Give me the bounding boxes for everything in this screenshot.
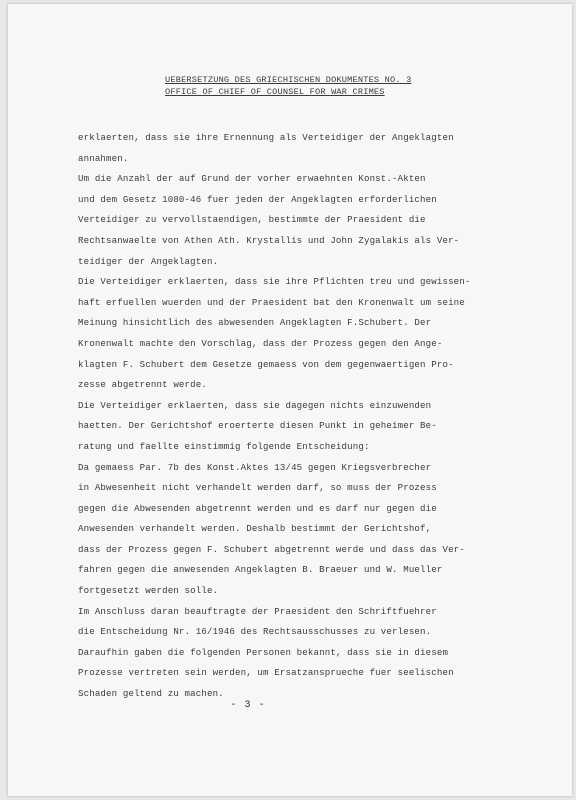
body-line: gegen die Abwesenden abgetrennt werden und es darf nur gegen die bbox=[78, 502, 437, 514]
body-line: Im Anschluss daran beauftragte der Praesident den Schriftfuehrer bbox=[78, 605, 437, 617]
body-line: Meinung hinsichtlich des abwesenden Angeklagten F.Schubert. Der bbox=[78, 317, 432, 329]
body-line: fortgesetzt werden solle. bbox=[78, 585, 219, 597]
body-line: ratung und faellte einstimmig folgende Entscheidung: bbox=[78, 440, 370, 452]
body-line: teidiger der Angeklagten. bbox=[78, 255, 219, 267]
body-line: Prozesse vertreten sein werden, um Ersatzansprueche fuer seelischen bbox=[78, 667, 454, 679]
document-page bbox=[8, 4, 572, 796]
body-line: Schaden geltend zu machen. bbox=[78, 688, 224, 700]
body-line: zesse abgetrennt werde. bbox=[78, 379, 207, 391]
body-line: und dem Gesetz 1080-46 fuer jeden der Angeklagten erforderlichen bbox=[78, 193, 437, 205]
body-line: Um die Anzahl der auf Grund der vorher erwaehnten Konst.-Akten bbox=[78, 173, 426, 185]
body-line: Daraufhin gaben die folgenden Personen bekannt, dass sie in diesem bbox=[78, 646, 449, 658]
page-number: - 3 - bbox=[230, 700, 266, 711]
body-line: Die Verteidiger erklaerten, dass sie dagegen nichts einzuwenden bbox=[78, 399, 432, 411]
body-line: fahren gegen die anwesenden Angeklagten B. Braeuer und W. Mueller bbox=[78, 564, 443, 576]
body-line: dass der Prozess gegen F. Schubert abgetrennt werde und dass das Ver- bbox=[78, 543, 465, 555]
document-header bbox=[165, 74, 415, 98]
body-line: klagten F. Schubert dem Gesetze gemaess von dem gegenwaertigen Pro- bbox=[78, 358, 454, 370]
header-line-2: OFFICE OF CHIEF OF COUNSEL FOR WAR CRIMES bbox=[165, 87, 385, 97]
body-line: Verteidiger zu vervollstaendigen, bestimmte der Praesident die bbox=[78, 214, 426, 226]
body-line: erklaerten, dass sie ihre Ernennung als Verteidiger der Angeklagten bbox=[78, 132, 454, 143]
body-line: Kronenwalt machte den Vorschlag, dass der Prozess gegen den Ange- bbox=[78, 337, 443, 349]
body-line: Da gemaess Par. 7b des Konst.Aktes 13/45 gegen Kriegsverbrecher bbox=[78, 461, 432, 473]
body-line: Anwesenden verhandelt werden. Deshalb bestimmt der Gerichtshof, bbox=[78, 523, 432, 535]
body-line: annahmen. bbox=[78, 152, 129, 164]
header-line-1: UEBERSETZUNG DES GRIECHISCHEN DOKUMENTES NO. 3 bbox=[165, 75, 412, 85]
body-line: Rechtsanwaelte von Athen Ath. Krystallis und John Zygalakis als Ver- bbox=[78, 234, 460, 246]
body-line: haetten. Der Gerichtshof eroerterte diesen Punkt in geheimer Be- bbox=[78, 420, 437, 432]
body-line: haft erfuellen wuerden und der Praesident bat den Kronenwalt um seine bbox=[78, 296, 465, 308]
body-line: Die Verteidiger erklaerten, dass sie ihre Pflichten treu und gewissen- bbox=[78, 276, 471, 288]
document-body bbox=[78, 128, 548, 705]
body-line: in Abwesenheit nicht verhandelt werden darf, so muss der Prozess bbox=[78, 482, 437, 494]
body-line: die Entscheidung Nr. 16/1946 des Rechtsausschusses zu verlesen. bbox=[78, 626, 432, 638]
